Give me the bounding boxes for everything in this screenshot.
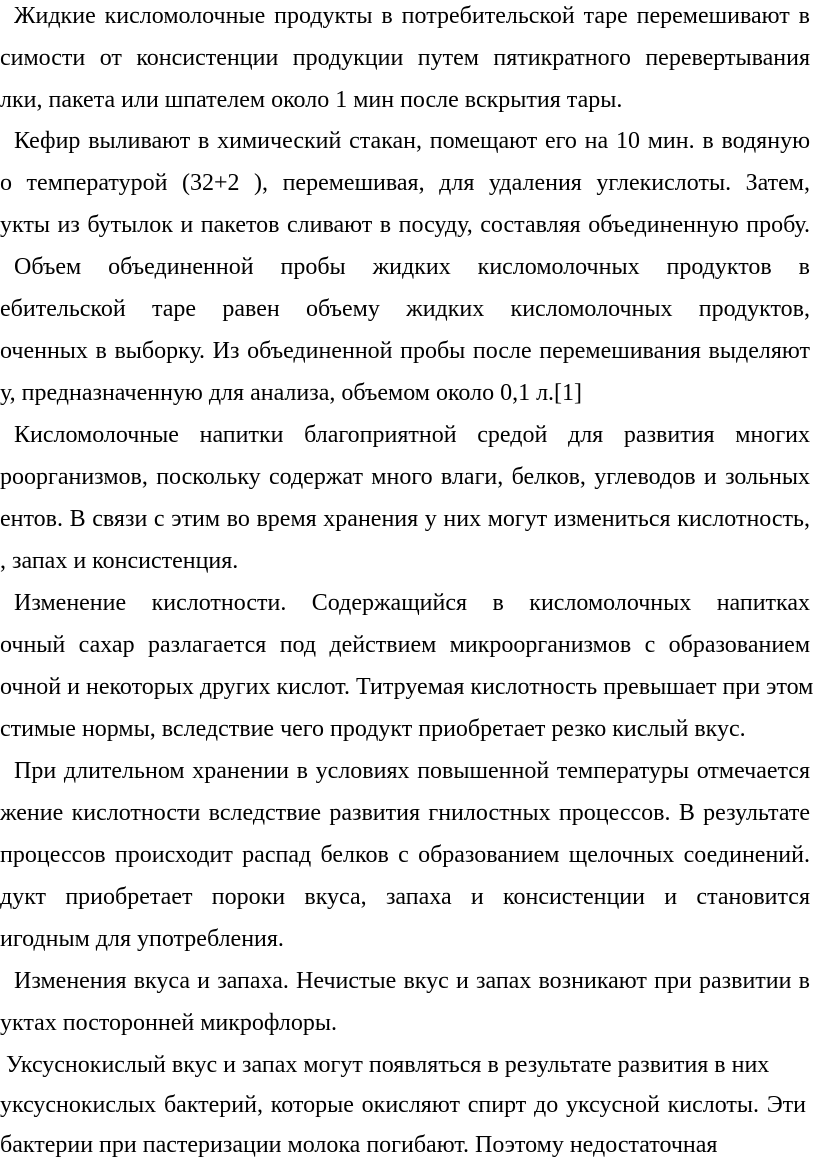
text-line: уксуснокислых бактерий, которые окисляют спирт до уксусной кислоты. Эти xyxy=(0,1092,806,1118)
text-line: , запах и консистенция. xyxy=(0,548,239,574)
text-line: дукт приобретает пороки вкуса, запаха и консистенции и становится xyxy=(0,884,810,910)
text-line: Жидкие кисломолочные продукты в потребительской таре перемешивают в xyxy=(14,3,810,29)
text-line: ентов. В связи с этим во время хранения у них могут измениться кислотность, xyxy=(0,506,810,532)
text-line: бактерии при пастеризации молока погибают. Поэтому недостаточная xyxy=(0,1132,718,1158)
text-line: игодным для употребления. xyxy=(0,926,284,952)
text-line: роорганизмов, поскольку содержат много влаги, белков, углеводов и зольных xyxy=(0,464,810,490)
text-line: Объем объединенной пробы жидких кисломолочных продуктов в xyxy=(14,254,810,280)
text-line: ебительской таре равен объему жидких кисломолочных продуктов, xyxy=(0,296,810,322)
text-line: стимые нормы, вследствие чего продукт приобретает резко кислый вкус. xyxy=(0,716,746,742)
text-line: При длительном хранении в условиях повышенной температуры отмечается xyxy=(14,758,810,784)
text-line: Изменение кислотности. Содержащийся в кисломолочных напитках xyxy=(14,590,810,616)
text-line: о температурой (32+2 ), перемешивая, для удаления углекислоты. Затем, xyxy=(0,170,810,196)
text-line: Кефир выливают в химический стакан, помещают его на 10 мин. в водяную xyxy=(14,128,810,154)
text-line: Кисломолочные напитки благоприятной средой для развития многих xyxy=(14,422,810,448)
text-line: уктах посторонней микрофлоры. xyxy=(0,1010,337,1036)
text-line: лки, пакета или шпателем около 1 мин после вскрытия тары. xyxy=(0,87,623,113)
text-line: очной и некоторых других кислот. Титруемая кислотность превышает при этом xyxy=(0,674,814,700)
text-line: укты из бутылок и пакетов сливают в посуду, составляя объединенную пробу. xyxy=(0,212,810,238)
text-line: оченных в выборку. Из объединенной пробы после перемешивания выделяют xyxy=(0,338,810,364)
text-line: процессов происходит распад белков с образованием щелочных соединений. xyxy=(0,842,810,868)
text-line: Уксуснокислый вкус и запах могут появляться в результате развития в них xyxy=(6,1052,770,1078)
text-line: симости от консистенции продукции путем пятикратного перевертывания xyxy=(0,45,810,71)
text-line: Изменения вкуса и запаха. Нечистые вкус и запах возникают при развитии в xyxy=(14,968,810,994)
text-line: жение кислотности вследствие развития гнилостных процессов. В результате xyxy=(0,800,810,826)
text-line: очный сахар разлагается под действием микроорганизмов с образованием xyxy=(0,632,810,658)
text-line: у, предназначенную для анализа, объемом около 0,1 л.[1] xyxy=(0,380,583,406)
